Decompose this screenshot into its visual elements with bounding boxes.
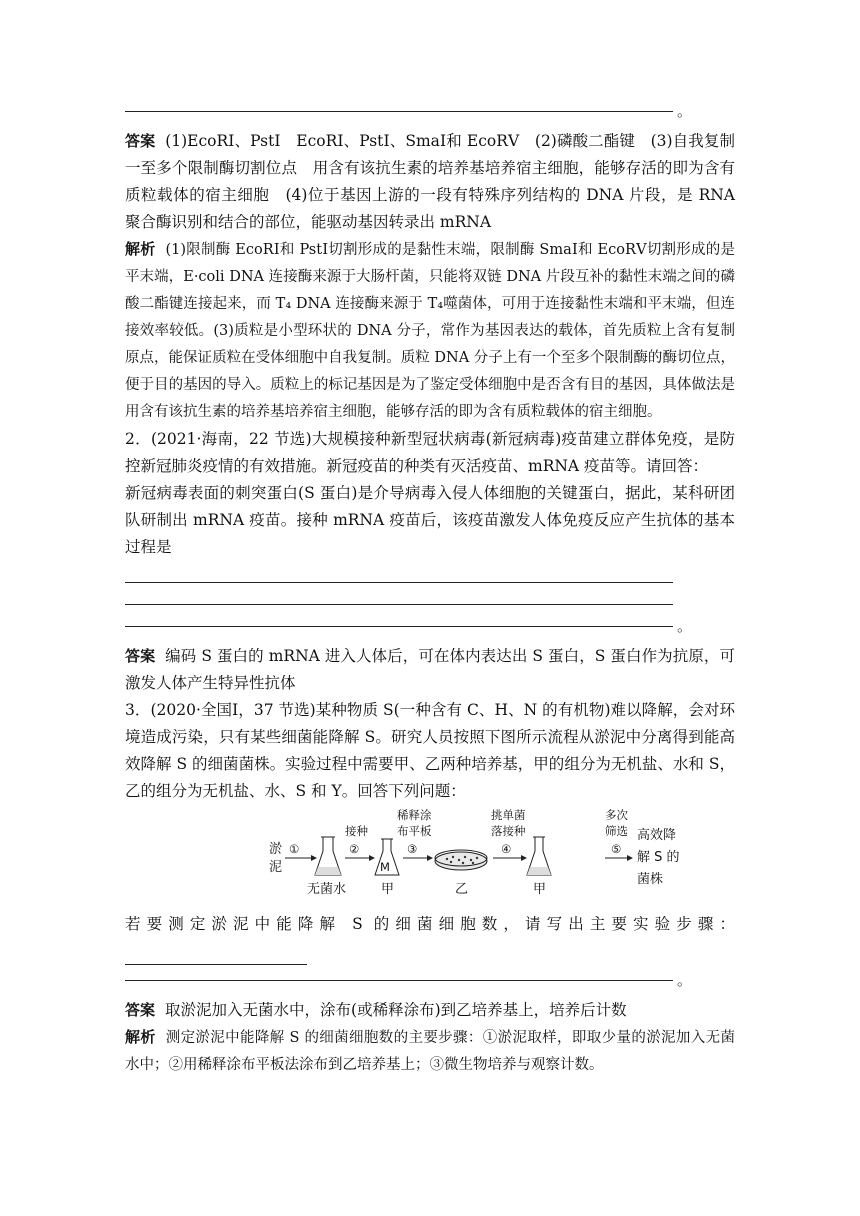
- blank-line: [125, 603, 673, 605]
- answer-1: [125, 128, 735, 236]
- analysis-text: 测定淤泥中能降解 S 的细菌细胞数的主要步骤：①淤泥取样，即取少量的淤泥加入无菌水中；②用稀释涂布平板法涂布到乙培养基上；③微生物培养与观察计数。: [125, 1030, 735, 1073]
- q2-blank-2: [125, 589, 735, 611]
- step-2-label: 接种: [345, 824, 368, 838]
- analysis-1: [125, 236, 735, 426]
- question-2-body: 新冠病毒表面的刺突蛋白(S 蛋白)是介导病毒入侵人体细胞的关键蛋白，据此，某科研团队研制出 mRNA 疫苗。接种 mRNA 疫苗后，该疫苗激发人体免疫反应产生抗体的基本过程是: [125, 484, 735, 556]
- flow-diagram: [125, 809, 735, 905]
- answer-label: 答案: [125, 1001, 156, 1019]
- arrow-3-head: [427, 855, 433, 861]
- flow-diagram-svg: [265, 809, 605, 905]
- analysis-text: (1)限制酶 EcoRⅠ和 PstⅠ切割形成的是黏性末端，限制酶 SmaⅠ和 EcoRⅤ切割形成的是平末端，E·coli DNA 连接酶来源于大肠杆菌，只能将双链 DNA 片段互补的黏性末端之间的磷酸二酯键连接起来，而 T₄ DNA 连接酶来源于 T₄噬菌体，可用于连接黏性末端和平末端，但连接效率较低。(3)质粒是小型环状的 DNA 分子，常作为基因表达的载体，首先质粒上含有复制原点，能保证质粒在受体细胞中自我复制。质粒 DNA 分子上有一个至多个限制酶的酶切位点，便于目的基因的导入。质粒上的标记基因是为了鉴定受体细胞中是否含有目的基因，具体做法是用含有该抗生素的培养基培养宿主细胞，能够存活的即为含有质粒载体的宿主细胞。: [125, 242, 735, 420]
- arrow-4-head: [521, 855, 527, 861]
- answer-label: 答案: [125, 132, 156, 150]
- flask-2-mark: M: [380, 860, 390, 874]
- arrow-1-head: [311, 855, 317, 861]
- flow-diagram-end-svg: [605, 809, 735, 905]
- result-line-3: 菌株: [637, 872, 664, 887]
- answer-3: [125, 997, 735, 1024]
- step-3-label-2: 布平板: [397, 824, 432, 838]
- flask-1-label: 无菌水: [307, 882, 347, 897]
- period: 。: [677, 617, 693, 635]
- answer-text: (1)EcoRⅠ、PstⅠ EcoRⅠ、PstⅠ、SmaⅠ和 EcoRⅤ (2)磷酸二酯键 (3)自我复制 一至多个限制酶切割位点 用含有该抗生素的培养基培养宿主细胞，能够存活的即为含有质粒载体的宿主细胞 (4)位于基因上游的一段有特殊序列结构的 DNA 片段，是 RNA 聚合酶识别和结合的部位，能驱动基因转录出 mRNA: [125, 132, 735, 231]
- answer-text: 编码 S 蛋白的 mRNA 进入人体后，可在体内表达出 S 蛋白，S 蛋白作为抗原，可激发人体产生特异性抗体: [125, 647, 735, 692]
- question-3-stem: 3．(2020·全国Ⅰ，37 节选)某种物质 S(一种含有 C、H、N 的有机物)难以降解，会对环境造成污染，只有某些细菌能降解 S。研究人员按照下图所示流程从淤泥中分离得到能高效降解 S 的细菌菌株。实验过程中需要甲、乙两种培养基，甲的组分为无机盐、水和 S，乙的组分为无机盐、水、S 和 Y。回答下列问题：: [125, 701, 735, 800]
- blank-line: [125, 625, 673, 627]
- analysis-label: 解析: [125, 1028, 156, 1046]
- period: 。: [677, 102, 693, 120]
- answer-2: [125, 643, 735, 697]
- result-line-2: 解 S 的: [637, 850, 680, 865]
- source-label-2: 泥: [269, 860, 283, 875]
- document-page: [125, 96, 735, 1079]
- flask-liquid: [527, 867, 551, 875]
- source-label-1: 淤: [269, 842, 283, 857]
- analysis-3: [125, 1024, 735, 1079]
- flask-2-label: 甲: [381, 882, 395, 897]
- petri-dish-icon: [435, 852, 487, 870]
- blank-line: [125, 979, 673, 981]
- step-5-label-2: 筛选: [605, 824, 628, 838]
- q2-blank-3: [125, 611, 735, 633]
- blank-line: [125, 581, 673, 583]
- step-1-number: ①: [289, 842, 300, 856]
- step-5-number: ⑤: [611, 842, 622, 856]
- step-4-label-1: 挑单菌: [491, 809, 526, 822]
- answer-blank: [125, 948, 307, 965]
- blank-line: [125, 110, 673, 112]
- answer-label: 答案: [125, 647, 156, 665]
- analysis-label: 解析: [125, 240, 156, 258]
- step-5-label-1: 多次: [605, 809, 628, 822]
- result-line-1: 高效降: [637, 828, 677, 843]
- arrow-5-head: [627, 855, 633, 861]
- answer-text: 取淤泥加入无菌水中，涂布(或稀释涂布)到乙培养基上，培养后计数: [165, 1001, 627, 1019]
- step-3-number: ③: [407, 842, 418, 856]
- q3-blank-line: [125, 965, 735, 987]
- question-2-stem: 2．(2021·海南，22 节选)大规模接种新型冠状病毒(新冠病毒)疫苗建立群体免疫，是防控新冠肺炎疫情的有效措施。新冠疫苗的种类有灭活疫苗、mRNA 疫苗等。请回答：: [125, 430, 735, 475]
- period: 。: [677, 971, 693, 989]
- arrow-2-head: [369, 855, 375, 861]
- question-3-text: 若要测定淤泥中能降解 S 的细菌细胞数，请写出主要实验步骤：: [125, 915, 735, 933]
- dish-label: 乙: [455, 882, 469, 897]
- flask-liquid: [315, 867, 341, 875]
- step-4-label-2: 落接种: [491, 824, 526, 838]
- step-3-label-1: 稀释涂: [397, 809, 432, 822]
- q2-blank-1: [125, 567, 735, 589]
- step-2-number: ②: [349, 842, 360, 856]
- flask-3-label: 甲: [533, 882, 547, 897]
- question-3-prompt: [125, 911, 735, 965]
- answer-blank-line: [125, 96, 735, 118]
- step-4-number: ④: [501, 842, 512, 856]
